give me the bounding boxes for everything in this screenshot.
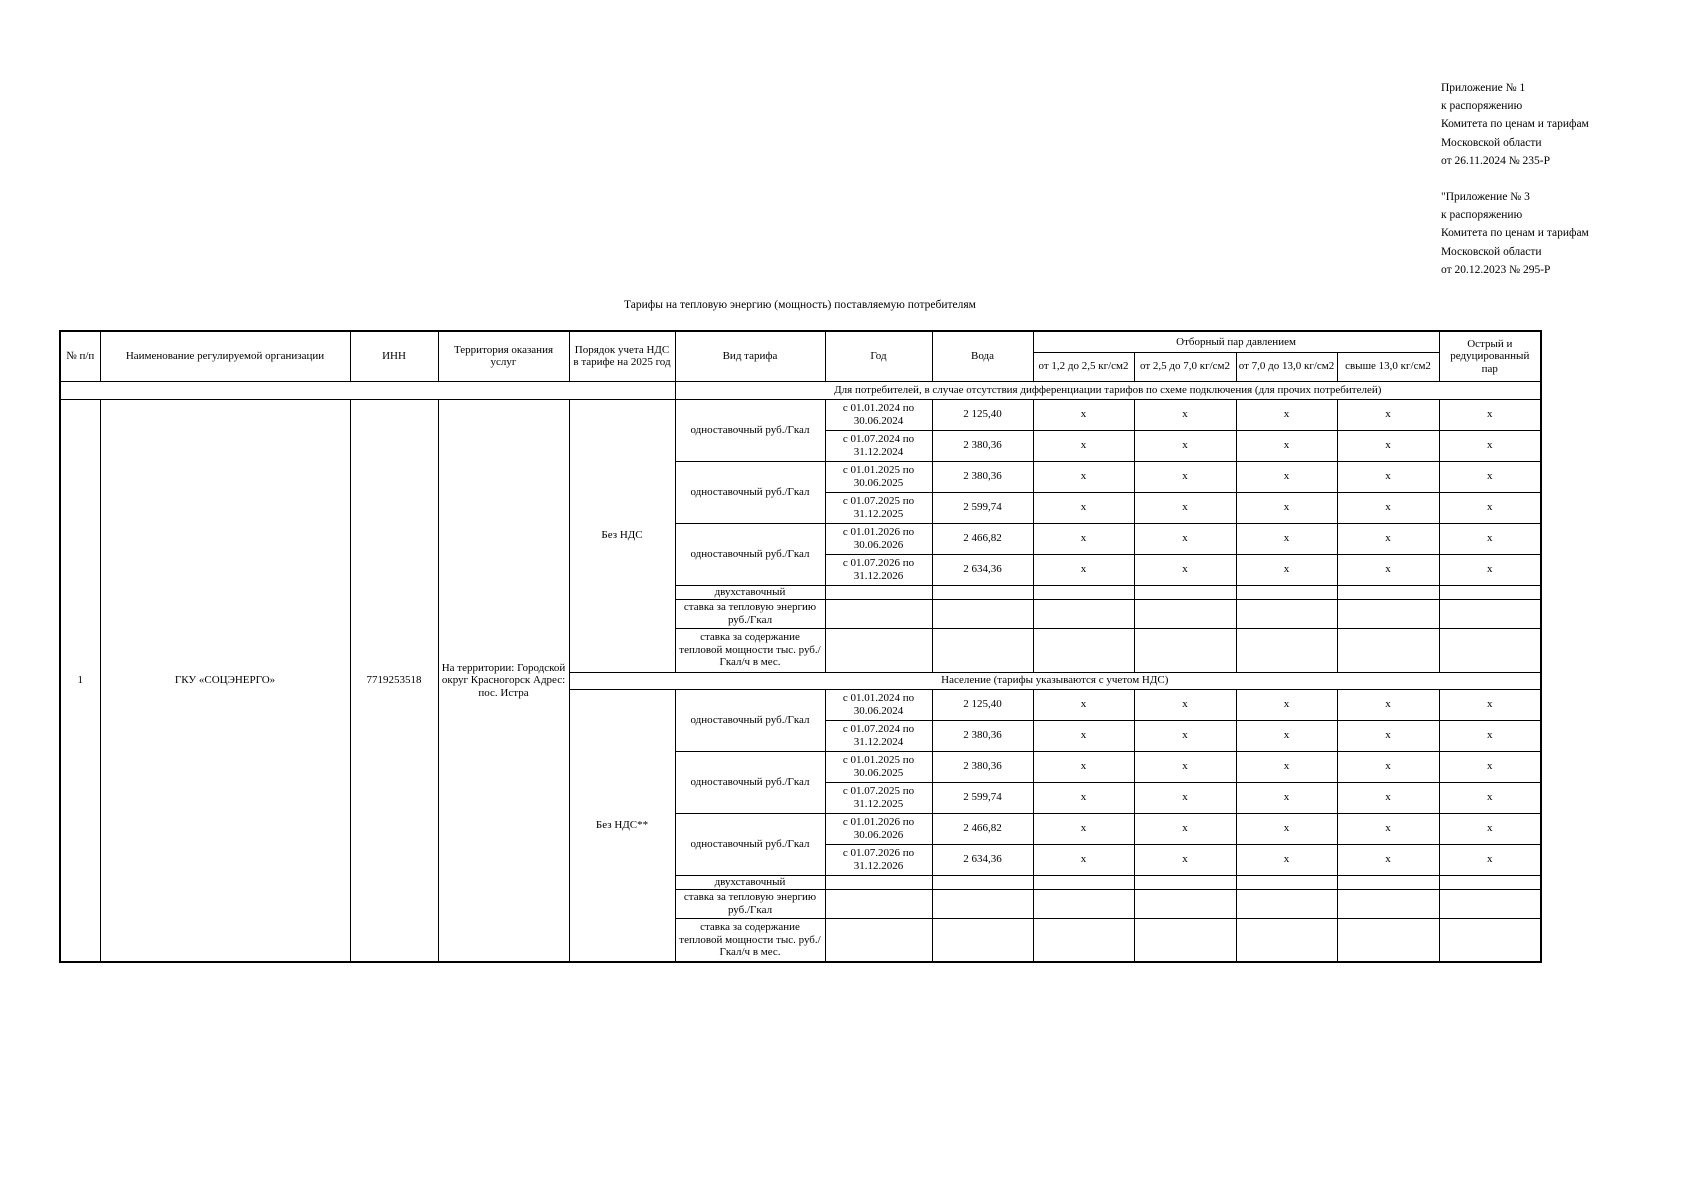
x-cell: х [1134,844,1236,875]
x-cell: х [1134,782,1236,813]
empty-cell [1033,918,1134,962]
annex-3-line: от 20.12.2023 № 295-Р [1441,263,1551,276]
org-number: 1 [60,399,100,962]
header-year: Год [825,331,932,381]
x-cell: х [1337,751,1439,782]
x-cell: х [1439,523,1541,554]
annex-3-line: Московской области [1441,245,1542,258]
empty-cell [1033,889,1134,918]
annex-1-line: Приложение № 1 [1441,82,1526,94]
annex-1-line: Московской области [1441,136,1542,149]
x-cell: х [1033,461,1134,492]
empty-cell [1134,889,1236,918]
other-period-cell: с 01.01.2025 по 30.06.2025 [825,461,932,492]
x-cell: х [1033,844,1134,875]
x-cell: х [1337,844,1439,875]
x-cell: х [1134,461,1236,492]
empty-cell [825,918,932,962]
other-period-cell: с 01.07.2025 по 31.12.2025 [825,492,932,523]
other-water-value: 2 380,36 [932,461,1033,492]
header-vat: Порядок учета НДС в тарифе на 2025 год [569,331,675,381]
other-water-value: 2 125,40 [932,399,1033,430]
x-cell: х [1337,813,1439,844]
x-cell: х [1337,720,1439,751]
population-period-cell: с 01.07.2026 по 31.12.2026 [825,844,932,875]
empty-cell [825,599,932,628]
org-name: ГКУ «СОЦЭНЕРГО» [100,399,350,962]
empty-cell [1439,628,1541,672]
empty-cell [1134,585,1236,599]
empty-cell [1236,585,1337,599]
other-period-cell: с 01.01.2024 по 30.06.2024 [825,399,932,430]
empty-cell [932,628,1033,672]
x-cell: х [1033,554,1134,585]
empty-cell [1236,628,1337,672]
population-one-rate-label: одноставочный руб./Гкал [675,689,825,751]
empty-cell [1236,599,1337,628]
header-territory: Территория оказания услуг [438,331,569,381]
population-water-value: 2 599,74 [932,782,1033,813]
x-cell: х [1236,430,1337,461]
empty-cell [1134,918,1236,962]
other-one-rate-label: одноставочный руб./Гкал [675,399,825,461]
x-cell: х [1134,430,1236,461]
org-territory: На территории: Городской округ Красногорск Адрес: пос. Истра [438,399,569,962]
x-cell: х [1236,782,1337,813]
population-period-cell: с 01.07.2024 по 31.12.2024 [825,720,932,751]
x-cell: х [1236,554,1337,585]
empty-cell [1337,918,1439,962]
population-period-cell: с 01.01.2026 по 30.06.2026 [825,813,932,844]
empty-cell [1439,875,1541,889]
empty-cell [932,889,1033,918]
empty-cell [825,889,932,918]
x-cell: х [1134,813,1236,844]
x-cell: х [1439,689,1541,720]
other-vat-cell: Без НДС [569,399,675,672]
other-period-cell: с 01.07.2026 по 31.12.2026 [825,554,932,585]
x-cell: х [1337,461,1439,492]
x-cell: х [1236,689,1337,720]
header-steam-2: от 2,5 до 7,0 кг/см2 [1134,352,1236,381]
x-cell: х [1033,751,1134,782]
empty-cell [1134,628,1236,672]
empty-cell [1439,889,1541,918]
other-one-rate-label: одноставочный руб./Гкал [675,523,825,585]
empty-cell [932,585,1033,599]
x-cell: х [1439,844,1541,875]
annex-1-block [1441,79,1589,279]
population-water-value: 2 380,36 [932,751,1033,782]
annex-3-line: к распоряжению [1441,209,1523,222]
other-one-rate-label: одноставочный руб./Гкал [675,461,825,523]
population-water-value: 2 380,36 [932,720,1033,751]
x-cell: х [1236,461,1337,492]
x-cell: х [1033,492,1134,523]
org-inn: 7719253518 [350,399,438,962]
empty-cell [825,628,932,672]
x-cell: х [1134,554,1236,585]
header-tariff-type: Вид тарифа [675,331,825,381]
other-period-cell: с 01.07.2024 по 31.12.2024 [825,430,932,461]
header-steam-1: от 1,2 до 2,5 кг/см2 [1033,352,1134,381]
empty-cell [1033,599,1134,628]
other-water-value: 2 634,36 [932,554,1033,585]
other-two-rate-label: двухставочный [675,585,825,599]
empty-cell [1337,585,1439,599]
x-cell: х [1033,782,1134,813]
empty-cell [1337,628,1439,672]
x-cell: х [1134,689,1236,720]
x-cell: х [1236,751,1337,782]
header-sharp-steam: Острый и редуцированный пар [1439,331,1541,381]
x-cell: х [1134,399,1236,430]
annex-3-line: "Приложение № 3 [1441,191,1530,204]
empty-cell [932,599,1033,628]
x-cell: х [1033,399,1134,430]
population-one-rate-label: одноставочный руб./Гкал [675,751,825,813]
empty-cell [1337,875,1439,889]
other-energy-rate-label: ставка за тепловую энергию руб./Гкал [675,599,825,628]
empty-cell [1033,875,1134,889]
annex-1-line: Комитета по ценам и тарифам [1441,118,1589,131]
annex-3-line: Комитета по ценам и тарифам [1441,227,1589,240]
header-steam-4: свыше 13,0 кг/см2 [1337,352,1439,381]
header-org: Наименование регулируемой организации [100,331,350,381]
population-two-rate-label: двухставочный [675,875,825,889]
population-period-cell: с 01.01.2025 по 30.06.2025 [825,751,932,782]
empty-cell [1134,875,1236,889]
x-cell: х [1134,751,1236,782]
population-capacity-rate-label: ставка за содержание тепловой мощности тыс. руб./Гкал/ч в мес. [675,918,825,962]
header-water: Вода [932,331,1033,381]
x-cell: х [1337,523,1439,554]
other-water-value: 2 599,74 [932,492,1033,523]
empty-cell [1033,585,1134,599]
empty-cell [1439,585,1541,599]
x-cell: х [1134,523,1236,554]
population-period-cell: с 01.01.2024 по 30.06.2024 [825,689,932,720]
empty-cell [1134,599,1236,628]
x-cell: х [1337,430,1439,461]
other-water-value: 2 466,82 [932,523,1033,554]
section-blank [60,381,675,399]
header-steam-3: от 7,0 до 13,0 кг/см2 [1236,352,1337,381]
empty-cell [825,875,932,889]
empty-cell [825,585,932,599]
x-cell: х [1439,492,1541,523]
x-cell: х [1236,720,1337,751]
x-cell: х [1439,751,1541,782]
empty-cell [1337,889,1439,918]
x-cell: х [1033,813,1134,844]
x-cell: х [1236,492,1337,523]
population-one-rate-label: одноставочный руб./Гкал [675,813,825,875]
x-cell: х [1236,813,1337,844]
x-cell: х [1337,399,1439,430]
other-capacity-rate-label: ставка за содержание тепловой мощности тыс. руб./Гкал/ч в мес. [675,628,825,672]
x-cell: х [1236,523,1337,554]
empty-cell [932,918,1033,962]
annex-1-line: от 26.11.2024 № 235-Р [1441,154,1551,167]
x-cell: х [1033,523,1134,554]
other-water-value: 2 380,36 [932,430,1033,461]
table-row [60,399,1541,430]
x-cell: х [1439,720,1541,751]
empty-cell [1439,599,1541,628]
header-num: № п/п [60,331,100,381]
tariff-table [59,330,1542,963]
empty-cell [1033,628,1134,672]
x-cell: х [1134,492,1236,523]
empty-cell [1236,889,1337,918]
empty-cell [1337,599,1439,628]
empty-cell [1439,918,1541,962]
empty-cell [1236,918,1337,962]
population-water-value: 2 125,40 [932,689,1033,720]
x-cell: х [1439,430,1541,461]
annex-1-line: к распоряжению [1441,100,1523,113]
x-cell: х [1033,689,1134,720]
population-energy-rate-label: ставка за тепловую энергию руб./Гкал [675,889,825,918]
x-cell: х [1033,430,1134,461]
empty-cell [1236,875,1337,889]
document-title: Тарифы на тепловую энергию (мощность) поставляемую потребителям [624,299,976,311]
section-population: Население (тарифы указываются с учетом НДС) [569,672,1541,689]
empty-cell [932,875,1033,889]
x-cell: х [1236,844,1337,875]
x-cell: х [1337,782,1439,813]
population-vat-cell: Без НДС** [569,689,675,962]
x-cell: х [1337,492,1439,523]
x-cell: х [1439,813,1541,844]
population-water-value: 2 634,36 [932,844,1033,875]
population-water-value: 2 466,82 [932,813,1033,844]
x-cell: х [1236,399,1337,430]
x-cell: х [1033,720,1134,751]
other-period-cell: с 01.01.2026 по 30.06.2026 [825,523,932,554]
population-period-cell: с 01.07.2025 по 31.12.2025 [825,782,932,813]
x-cell: х [1337,554,1439,585]
x-cell: х [1439,554,1541,585]
x-cell: х [1439,399,1541,430]
x-cell: х [1439,782,1541,813]
x-cell: х [1337,689,1439,720]
x-cell: х [1439,461,1541,492]
x-cell: х [1134,720,1236,751]
section-other-consumers: Для потребителей, в случае отсутствия дифференциации тарифов по схеме подключения (для прочих потребителей) [675,381,1541,399]
header-inn: ИНН [350,331,438,381]
header-steam: Отборный пар давлением [1033,331,1439,352]
